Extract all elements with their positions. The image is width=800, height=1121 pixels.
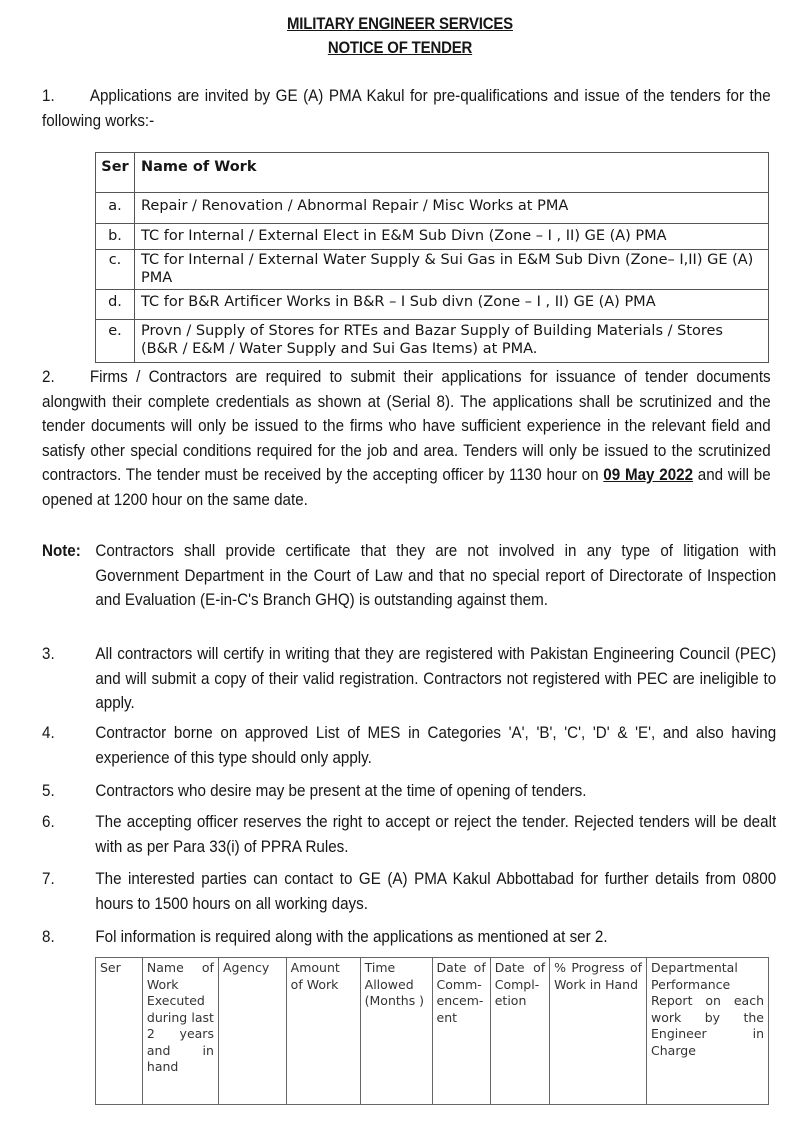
- para-7-number: 7.: [42, 870, 55, 888]
- works-table: [95, 152, 769, 363]
- table-row: [96, 320, 769, 363]
- para-5-number: 5.: [42, 782, 55, 800]
- work-name: TC for B&R Artificer Works in B&R – I Sub divn (Zone – I , II) GE (A) PMA: [135, 290, 769, 320]
- col-performance-report: Departmental Performance Report on each work by the Engineer in Charge: [647, 958, 769, 1105]
- col-agency: Agency: [218, 958, 286, 1105]
- col-date-completion: Date of Compl-etion: [490, 958, 549, 1105]
- para-7-text: The interested parties can contact to GE (A) PMA Kakul Abbottabad for further details from 0800 hours to 1500 hours on all working days.: [95, 870, 777, 913]
- work-name: TC for Internal / External Elect in E&M Sub Divn (Zone – I , II) GE (A) PMA: [135, 224, 769, 250]
- col-name-of-work: Name of Work Executed during last 2 years and in hand: [142, 958, 218, 1105]
- para-8-number: 8.: [42, 928, 55, 946]
- credentials-table: [95, 957, 769, 1105]
- col-time-allowed: Time Allowed (Months ): [360, 958, 432, 1105]
- work-ser: b.: [96, 224, 135, 250]
- col-amount: Amount of Work: [286, 958, 360, 1105]
- para-4-number: 4.: [42, 724, 55, 742]
- col-ser: Ser: [96, 958, 143, 1105]
- works-header-name: Name of Work: [135, 153, 769, 193]
- work-ser: d.: [96, 290, 135, 320]
- para-6-number: 6.: [42, 813, 55, 831]
- work-ser: a.: [96, 193, 135, 224]
- note-text: Contractors shall provide certificate that they are not involved in any type of litigation with Government Department in the Court of Law and that no special report of Directorate of Inspection and Evaluation (E-in-C's Branch GHQ) is outstanding against them.: [95, 542, 777, 609]
- notice-title: NOTICE OF TENDER: [327, 38, 473, 57]
- para-2-number: 2.: [42, 368, 55, 386]
- table-row: [96, 290, 769, 320]
- note-label: Note:: [42, 542, 81, 560]
- table-row: [96, 224, 769, 250]
- para-1-number: 1.: [42, 87, 55, 105]
- credentials-table-header: [96, 958, 769, 1105]
- para-6-text: The accepting officer reserves the right to accept or reject the tender. Rejected tenders will be dealt with as per Para 33(i) of PPRA Rules.: [95, 813, 777, 856]
- para-5-text: Contractors who desire may be present at the time of opening of tenders.: [95, 782, 587, 800]
- col-date-commencement: Date of Comm-encem-ent: [432, 958, 490, 1105]
- work-ser: c.: [96, 250, 135, 290]
- tender-deadline-date: 09 May 2022: [603, 466, 694, 484]
- para-2-text-after: and will be opened at 1200 hour on the same date.: [42, 466, 771, 509]
- org-heading: MILITARY ENGINEER SERVICES: [287, 14, 513, 33]
- work-name: TC for Internal / External Water Supply & Sui Gas in E&M Sub Divn (Zone– I,II) GE (A) PMA: [135, 250, 769, 290]
- para-2-text-before: Firms / Contractors are required to submit their applications for issuance of tender documents alongwith their complete credentials as shown at (Serial 8). The applications shall be scrutinized and the tender documents will only be issued to the firms who have sufficient experience in the relevant field and satisfy other special conditions required for the job and area. Tenders will only be issued to the scrutinized contractors. The tender must be received by the accepting officer by 1130 hour on: [42, 368, 771, 484]
- para-1-text: Applications are invited by GE (A) PMA Kakul for pre-qualifications and issue of the tenders for the following works:-: [42, 87, 771, 130]
- para-1: [42, 84, 771, 133]
- work-ser: e.: [96, 320, 135, 363]
- col-progress: % Progress of Work in Hand: [550, 958, 647, 1105]
- work-name: Repair / Renovation / Abnormal Repair / Misc Works at PMA: [135, 193, 769, 224]
- works-table-header: [96, 153, 769, 193]
- para-2: [42, 365, 771, 512]
- para-8-text: Fol information is required along with the applications as mentioned at ser 2.: [95, 928, 608, 946]
- para-4-text: Contractor borne on approved List of MES in Categories 'A', 'B', 'C', 'D' & 'E', and also having experience of this type should only apply.: [95, 724, 777, 767]
- para-3-text: All contractors will certify in writing that they are registered with Pakistan Engineering Council (PEC) and will submit a copy of their valid registration. Contractors not registered with PEC are ineligible to apply.: [95, 645, 777, 712]
- table-row: [96, 193, 769, 224]
- table-row: [96, 250, 769, 290]
- para-3-number: 3.: [42, 645, 55, 663]
- work-name: Provn / Supply of Stores for RTEs and Bazar Supply of Building Materials / Stores (B&R / E&M / Water Supply and Sui Gas Items) at PMA.: [135, 320, 769, 363]
- works-header-ser: Ser: [96, 153, 135, 193]
